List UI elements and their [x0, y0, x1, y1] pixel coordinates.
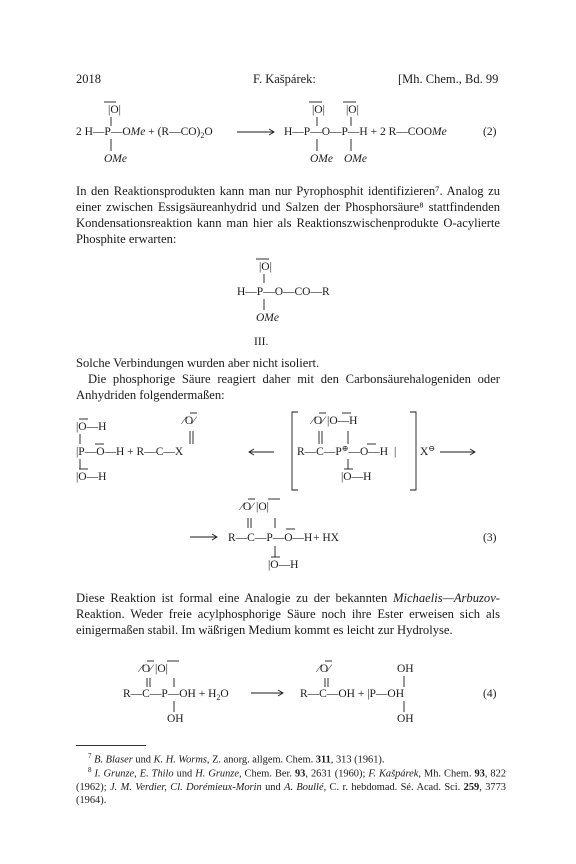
svg-text:R—C—P—O—H: R—C—P—O—H [228, 532, 313, 544]
oxo-group: |O| [108, 104, 121, 116]
svg-text:⁄O⁄ |O|: ⁄O⁄ |O| [241, 501, 269, 513]
svg-text:OMe: OMe [344, 153, 367, 165]
svg-text:OMe: OMe [310, 153, 333, 165]
equation-4 [123, 661, 497, 725]
eq4-number: (4) [483, 688, 497, 700]
structure-III [237, 259, 330, 348]
svg-text:OH: OH [167, 713, 184, 725]
para4-text-b: -Reaktion. Weder freie acylphosphorige Säure noch ihre Ester erweisen sich als einigermaßen stabil. Im wäßrigen Medium kommt es leicht zur Hydrolyse. [76, 591, 500, 637]
svg-text:|O|: |O| [312, 104, 325, 116]
svg-text:⁄O⁄: ⁄O⁄ [318, 663, 331, 675]
svg-text:⁄O⁄ |O—H: ⁄O⁄ |O—H [312, 415, 358, 427]
svg-text:R—C—OH + |P—OH: R—C—OH + |P—OH [300, 688, 404, 700]
svg-text:OMe: OMe [256, 312, 279, 324]
svg-text:R—C—P—OH + H2O: R—C—P—OH + $H_2O$ [123, 688, 229, 702]
svg-text:|O—H: |O—H [76, 471, 107, 483]
svg-text:⁄O⁄: ⁄O⁄ [183, 415, 196, 427]
svg-text:|O—H: |O—H [268, 559, 299, 571]
svg-text:|O—H: |O—H [341, 471, 372, 483]
paragraph-4 [76, 590, 500, 638]
para4-text-a: Diese Reaktion ist formal eine Analogie zu der bekannten [76, 591, 393, 605]
svg-text:|O—H: |O—H [76, 421, 107, 433]
equation-2 [76, 102, 497, 165]
svg-text:|: | [394, 446, 397, 458]
svg-text:R—C—P⊕—O—H: R—C—P⊕—O—H [297, 444, 389, 458]
page-number: 2018 [76, 72, 101, 86]
eq2-number: (2) [483, 126, 497, 138]
para4-reaction-name: Michaelis—Arbuzov [392, 591, 496, 605]
eq3-byproduct: + HX [313, 532, 339, 544]
eq3-number: (3) [483, 532, 497, 544]
equation-3 [76, 412, 497, 571]
footnote-rule [76, 745, 146, 746]
structure-iii-label: III. [254, 336, 269, 348]
svg-text:|O|: |O| [346, 104, 359, 116]
paragraph-3: Die phosphorige Säure reagiert daher mit den Carbonsäurehalogeniden oder Anhydriden folgendermaßen: [76, 372, 500, 402]
eq2-left: 2 H—P—OMe + $(R—CO)_2O$ [76, 126, 213, 140]
svg-text:⁄O⁄ |O|: ⁄O⁄ |O| [140, 663, 168, 675]
eq2-ome1: OMe [104, 153, 127, 165]
eq2-right: H—P—O—P—H + 2 R—COOMe [284, 126, 447, 138]
footnote-8: $^8$ I. Grunze, E. Thilo und H. Grunze, Chem. Ber. 93, 2631 (1960); F. Kašpárek, Mh. Chem. 93, 822 (1962); J. M. Verdier, Cl. Dorémieux-Morin und A. Boullé, C. r. hebdomad. Sé. Acad. Sci. 259, 3773 (1964). [76, 766, 507, 807]
running-title: F. Kašpárek: [253, 72, 316, 86]
structure-iii-formula: H—P—O—CO—R [237, 286, 330, 298]
svg-text:|O|: |O| [259, 261, 272, 273]
paragraph-1: In den Reaktionsprodukten kann man nur Pyrophosphit identifizieren⁷. Analog zu einer zwischen Essigsäureanhydrid und Salzen der Phosphorsäure⁸ stattfindenden Kondensationsreaktion kann man hier als Reaktionszwischenprodukte O-acylierte Phosphite erwarten: [76, 184, 500, 246]
paragraph-2: Solche Verbindungen wurden aber nicht isoliert. [76, 356, 320, 370]
svg-text:X⊖: X⊖ [420, 444, 436, 458]
footnote-7: $^7$ B. Blaser und K. H. Worms, Z. anorg. allgem. Chem. 311, 313 (1961). [88, 752, 385, 766]
journal-reference: [Mh. Chem., Bd. 99 [398, 72, 499, 86]
svg-text:OH: OH [397, 713, 414, 725]
svg-text:OH: OH [397, 663, 414, 675]
svg-text:|P—O—H + R—C—X: |P—O—H + R—C—X [76, 446, 184, 458]
